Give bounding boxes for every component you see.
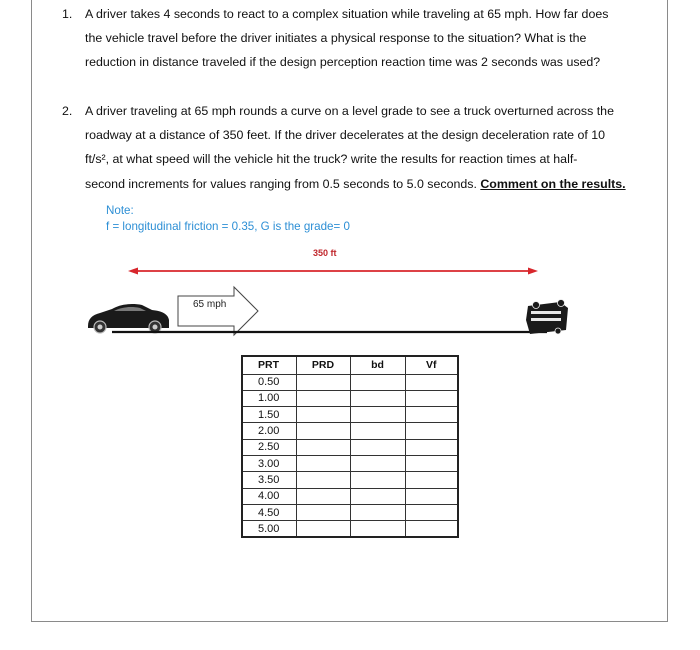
question-2-line-2: roadway at a distance of 350 feet. If the driver decelerates at the design deceleration rate of 10: [85, 128, 606, 142]
distance-label: 350 ft: [313, 248, 337, 258]
vf-cell[interactable]: [405, 423, 458, 439]
prt-cell: 2.00: [242, 423, 296, 439]
question-1-line-2: the vehicle travel before the driver initiates a physical response to the situation? What is the: [85, 31, 587, 45]
table-row: [242, 423, 458, 439]
table-row: [242, 455, 458, 471]
table-row: [242, 390, 458, 406]
prt-cell: 5.00: [242, 521, 296, 537]
question-2-line-4-text: second increments for values ranging from 0.5 seconds to 5.0 seconds.: [85, 177, 481, 191]
comment-emphasis: Comment on the results.: [480, 177, 626, 191]
table-row: [242, 439, 458, 455]
prt-cell: 3.00: [242, 455, 296, 471]
bd-cell[interactable]: [350, 439, 405, 455]
prd-cell[interactable]: [296, 439, 350, 455]
note-text: f = longitudinal friction = 0.35, G is the grade= 0: [106, 220, 350, 233]
bd-cell[interactable]: [350, 504, 405, 520]
table-row: [242, 472, 458, 488]
header-bd: bd: [350, 356, 405, 374]
prd-cell[interactable]: [296, 488, 350, 504]
header-prt: PRT: [242, 356, 296, 374]
bd-cell[interactable]: [350, 407, 405, 423]
question-2-line-3: ft/s², at what speed will the vehicle hit the truck? write the results for reaction times at half-: [85, 152, 578, 166]
overturned-truck-icon: [526, 300, 568, 335]
prt-cell: 4.50: [242, 504, 296, 520]
reaction-time-table: [241, 355, 459, 538]
bd-cell[interactable]: [350, 374, 405, 390]
table-row: [242, 488, 458, 504]
vf-cell[interactable]: [405, 374, 458, 390]
table-body: [242, 374, 458, 537]
question-1-line-3: reduction in distance traveled if the design perception reaction time was 2 seconds was used?: [85, 55, 601, 69]
car-icon: [88, 304, 169, 333]
distance-arrow: [128, 268, 538, 275]
vf-cell[interactable]: [405, 439, 458, 455]
vf-cell[interactable]: [405, 504, 458, 520]
note-label: Note:: [106, 204, 134, 217]
header-vf: Vf: [405, 356, 458, 374]
table-row: [242, 504, 458, 520]
prd-cell[interactable]: [296, 390, 350, 406]
prt-cell: 2.50: [242, 439, 296, 455]
question-1-number: 1.: [62, 7, 73, 21]
question-1-line-1: A driver takes 4 seconds to react to a complex situation while traveling at 65 mph. How far does: [85, 7, 609, 21]
prd-cell[interactable]: [296, 521, 350, 537]
bd-cell[interactable]: [350, 521, 405, 537]
table-row: [242, 374, 458, 390]
prd-cell[interactable]: [296, 423, 350, 439]
speed-arrow: [178, 287, 258, 335]
prt-cell: 0.50: [242, 374, 296, 390]
table-row: [242, 521, 458, 537]
prt-cell: 1.00: [242, 390, 296, 406]
table-row: [242, 407, 458, 423]
bd-cell[interactable]: [350, 472, 405, 488]
prt-cell: 4.00: [242, 488, 296, 504]
vf-cell[interactable]: [405, 407, 458, 423]
bd-cell[interactable]: [350, 390, 405, 406]
prd-cell[interactable]: [296, 472, 350, 488]
bd-cell[interactable]: [350, 488, 405, 504]
prd-cell[interactable]: [296, 504, 350, 520]
vf-cell[interactable]: [405, 455, 458, 471]
prd-cell[interactable]: [296, 407, 350, 423]
vf-cell[interactable]: [405, 390, 458, 406]
prt-cell: 1.50: [242, 407, 296, 423]
vf-cell[interactable]: [405, 488, 458, 504]
bd-cell[interactable]: [350, 455, 405, 471]
vf-cell[interactable]: [405, 521, 458, 537]
question-2-number: 2.: [62, 104, 73, 118]
prd-cell[interactable]: [296, 374, 350, 390]
vf-cell[interactable]: [405, 472, 458, 488]
prt-cell: 3.50: [242, 472, 296, 488]
prd-cell[interactable]: [296, 455, 350, 471]
table-header-row: [242, 356, 458, 374]
speed-label: 65 mph: [193, 299, 227, 310]
question-2-line-1: A driver traveling at 65 mph rounds a curve on a level grade to see a truck overturned across the: [85, 104, 614, 118]
bd-cell[interactable]: [350, 423, 405, 439]
header-prd: PRD: [296, 356, 350, 374]
